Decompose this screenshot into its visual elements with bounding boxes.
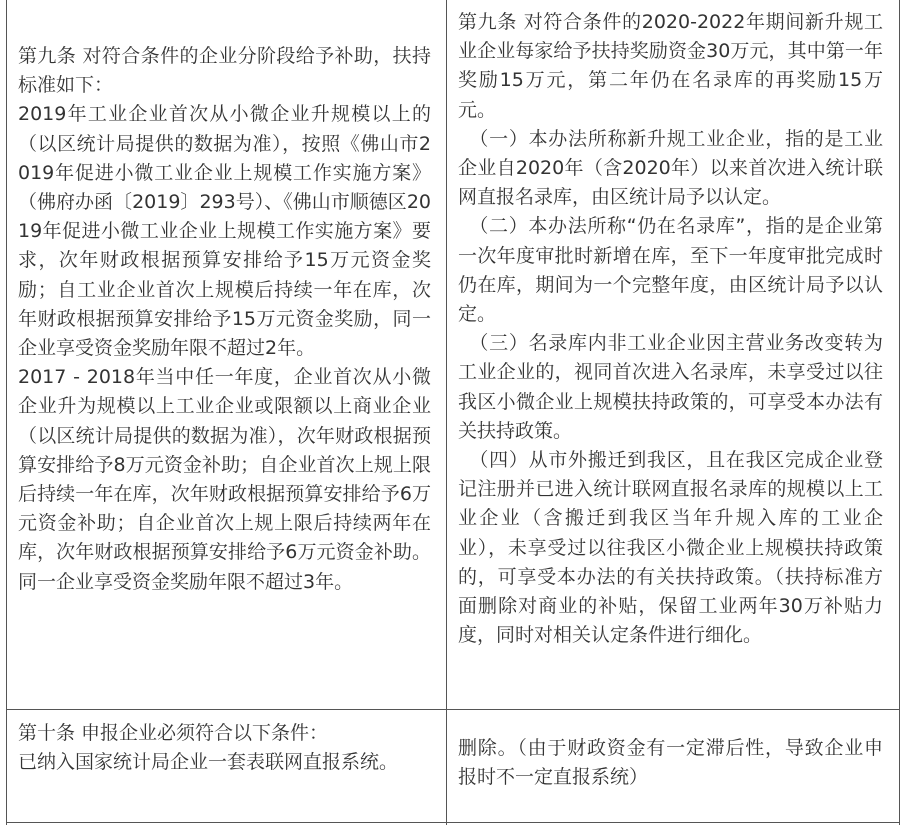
table-cell-article-9-original — [18, 42, 431, 682]
article-9-revised-item-3: （三）名录库内非工业企业因主营业务改变转为工业企业的，视同首次进入名录库，未享受过以往我区小微企业上规模扶持政策的，可享受本办法有关扶持政策。 — [458, 332, 883, 442]
table-border-right — [899, 0, 900, 825]
table-cell-article-10-original — [18, 719, 398, 819]
article-9-revised-heading: 第九条 对符合条件的2020-2022年期间新升规工业企业每家给予扶持奖励资金30万元，其中第一年奖励15万元，第二年仍在名录库的再奖励15万元。 — [458, 11, 883, 121]
table-border-bottom — [6, 822, 900, 823]
table-cell-article-9-revised — [458, 8, 883, 708]
article-9-original-paragraph-1: 2019年工业企业首次从小微企业升规模以上的（以区统计局提供的数据为准），按照《佛山市2019年促进小微工业企业上规模工作实施方案》（佛府办函〔2019〕293号）、《佛山市顺德区2019年促进小微工业企业上规模工作实施方案》要求，次年财政根据预算安排给予15万元资金奖励；自工业企业首次上规模后持续一年在库，次年财政根据预算安排给予15万元资金奖励，同一企业享受资金奖励年限不超过2年。 — [18, 103, 431, 360]
article-9-revised-item-2: （二）本办法所称“仍在名录库”，指的是企业第一次年度审批时新增在库，至下一年度审批完成时仍在库，期间为一个完整年度，由区统计局予以认定。 — [458, 215, 883, 326]
article-10-original-paragraph-1: 已纳入国家统计局企业一套表联网直报系统。 — [18, 751, 398, 774]
article-9-original-heading: 第九条 对符合条件的企业分阶段给予补助，扶持标准如下： — [18, 45, 431, 97]
article-10-original-heading: 第十条 申报企业必须符合以下条件： — [18, 722, 329, 744]
table-cell-article-10-revised — [458, 734, 883, 814]
article-9-original-paragraph-2: 2017 - 2018年当中任一年度，企业首次从小微企业升为规模以上工业企业或限额以上商业企业（以区统计局提供的数据为准），次年财政根据预算安排给予8万元资金补助；自企业首次上规上限后持续一年在库，次年财政根据预算安排给予6万元资金补助；自企业首次上规上限后持续两年在库，次年财政根据预算安排给予6万元资金补助。同一企业享受资金奖励年限不超过3年。 — [18, 366, 431, 593]
article-9-revised-item-4: （四）从市外搬迁到我区，且在我区完成企业登记注册并已进入统计联网直报名录库的规模以上工业企业（含搬迁到我区当年升规入库的工业企业），未享受过以往我区小微企业上规模扶持政策的，可享受本办法的有关扶持政策。（扶持标准方面删除对商业的补贴，保留工业两年30万补贴力度，同时对相关认定条件进行细化。 — [458, 449, 883, 647]
article-10-revised-heading: 删除。（由于财政资金有一定滞后性，导致企业申报时不一定直报系统） — [458, 737, 883, 789]
table-border-left — [6, 0, 7, 825]
article-9-revised-item-1: （一）本办法所称新升规工业企业，指的是工业企业自2020年（含2020年）以来首次进入统计联网直报名录库，由区统计局予以认定。 — [458, 127, 883, 209]
table-column-divider — [446, 0, 447, 825]
table-row-divider — [6, 709, 900, 710]
